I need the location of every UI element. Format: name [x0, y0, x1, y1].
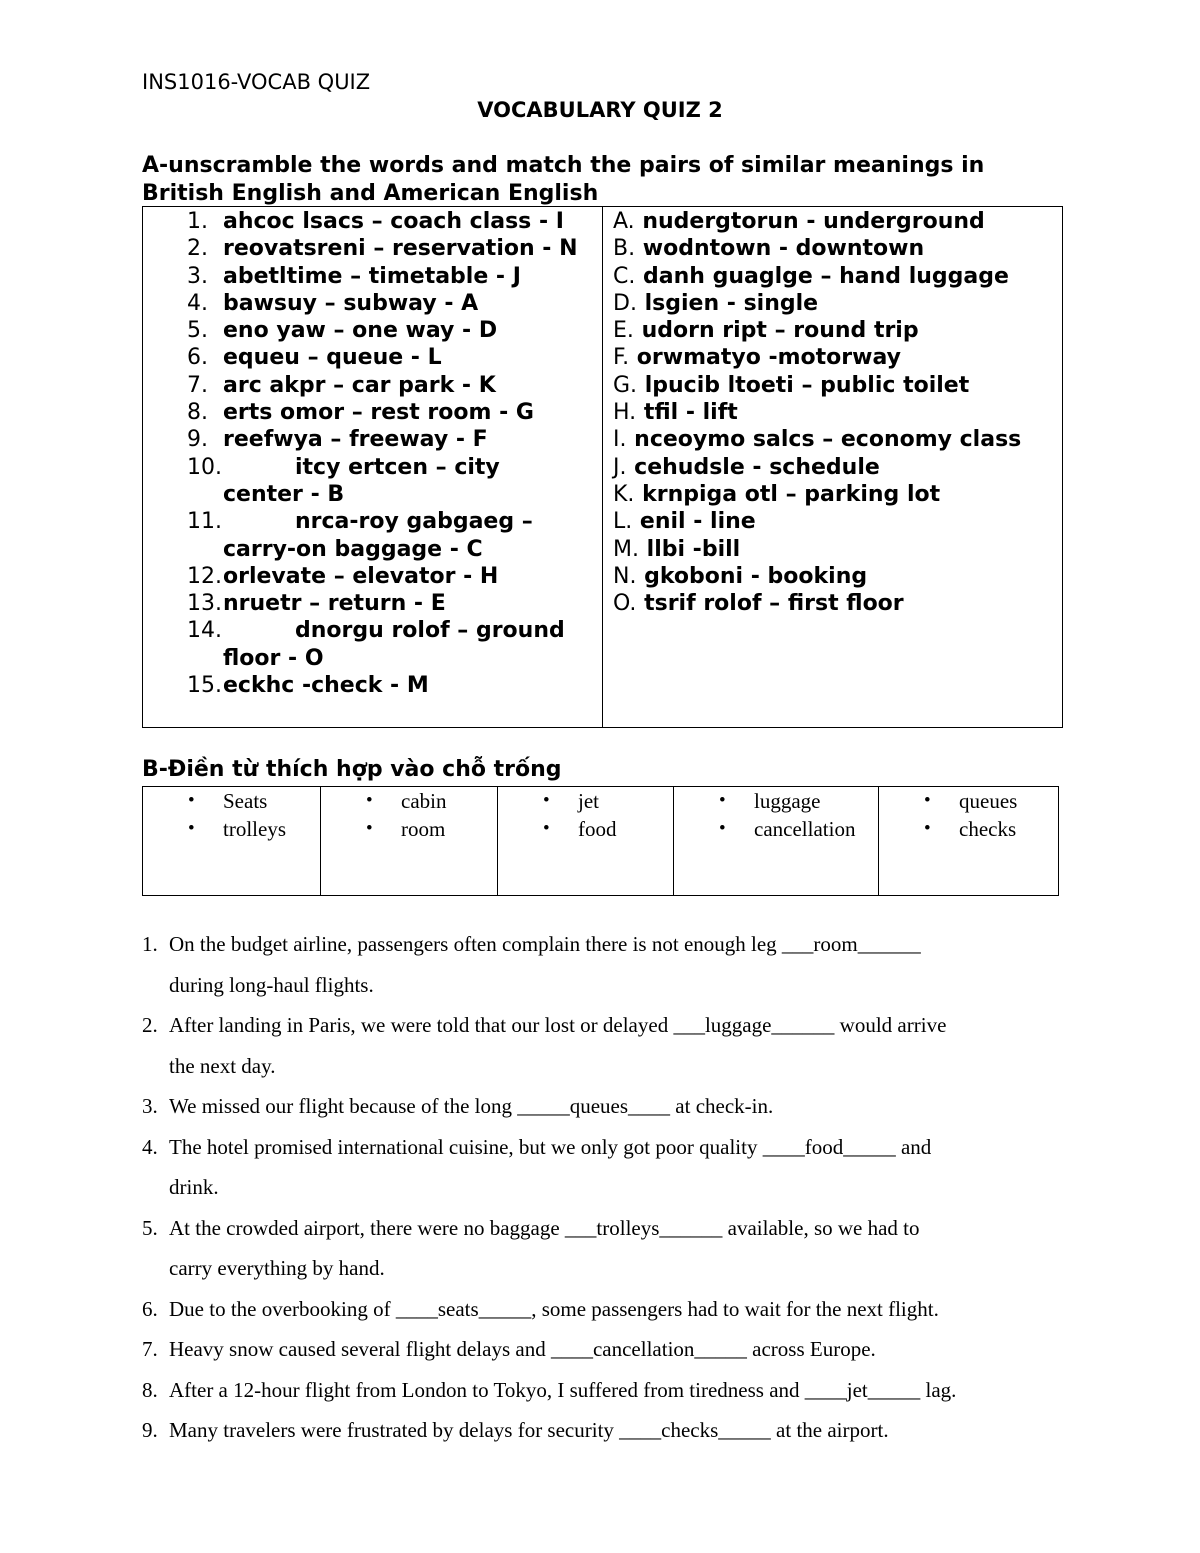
word-bank-cell: [321, 787, 498, 895]
item-text-line2: floor - O: [223, 645, 324, 671]
list-item: [143, 235, 601, 262]
question-line2: during long-haul flights.: [169, 972, 374, 997]
item-text: orlevate – elevator - H: [223, 563, 499, 589]
list-item: [143, 508, 601, 563]
bullet-icon: •: [188, 818, 195, 839]
item-text-line2: carry-on baggage - C: [223, 536, 483, 562]
list-item: [613, 481, 1058, 508]
question-item: [142, 1410, 1072, 1451]
item-letter: F.: [613, 345, 630, 371]
question-number: 8.: [142, 1377, 158, 1402]
bullet-icon: •: [924, 818, 931, 839]
question-item: [142, 1208, 1072, 1289]
item-text: wodntown - downtown: [642, 236, 925, 262]
british-words-column: [143, 208, 601, 699]
item-text-line2: center - B: [223, 481, 345, 507]
item-text: reovatsreni – reservation - N: [223, 236, 578, 262]
list-item: [613, 317, 1058, 344]
word-bank-cell: [674, 787, 879, 895]
word-text: luggage: [754, 789, 821, 813]
list-item: [613, 563, 1058, 590]
question-number: 6.: [142, 1296, 158, 1321]
bullet-icon: •: [543, 790, 550, 811]
item-number: 10.: [187, 454, 222, 480]
word-text: queues: [959, 789, 1018, 813]
word-bank-item: [674, 815, 878, 843]
item-text: nudergtorun - underground: [642, 209, 985, 234]
list-item: [143, 372, 601, 399]
list-item: [143, 399, 601, 426]
item-text: lpucib ltoeti – public toilet: [644, 372, 970, 398]
list-item: [613, 399, 1058, 426]
page-title: VOCABULARY QUIZ 2: [477, 98, 723, 122]
question-line1: Many travelers were frustrated by delays for security ____checks_____ at the airport.: [169, 1418, 889, 1442]
list-item: [613, 426, 1058, 453]
item-text: tfil - lift: [643, 400, 738, 426]
word-text: food: [578, 817, 617, 841]
item-number: 15.: [187, 673, 222, 699]
list-item: [143, 590, 601, 617]
item-text: cehudsle - schedule: [634, 454, 880, 480]
question-number: 7.: [142, 1337, 158, 1361]
question-number: 2.: [142, 1013, 158, 1037]
item-text: lsgien - single: [644, 290, 819, 316]
section-a-heading: A-unscramble the words and match the pairs of similar meanings in British English and American English: [142, 153, 985, 206]
item-text: nruetr – return - E: [223, 591, 446, 617]
item-letter: D.: [613, 290, 637, 316]
item-number: 1.: [187, 209, 208, 234]
item-text: erts omor – rest room - G: [223, 400, 534, 426]
section-b-heading: B-Điền từ thích hợp vào chỗ trống: [142, 757, 562, 782]
word-text: Seats: [223, 789, 268, 813]
question-number: 3.: [142, 1094, 158, 1118]
question-line1: We missed our flight because of the long _____queues____ at check-in.: [169, 1094, 774, 1118]
item-text: arc akpr – car park - K: [223, 372, 496, 398]
item-letter: C.: [613, 263, 636, 289]
bullet-icon: •: [719, 790, 726, 811]
question-item: [142, 1329, 1072, 1370]
question-line1: After a 12-hour flight from London to Tokyo, I suffered from tiredness and ____jet_____ lag.: [169, 1377, 957, 1402]
list-item: [613, 235, 1058, 262]
item-text-line1: dnorgu rolof – ground: [295, 618, 565, 644]
list-item: [613, 290, 1058, 317]
question-item: [142, 1005, 1072, 1086]
item-number: 8.: [187, 400, 208, 426]
bullet-icon: •: [366, 818, 373, 839]
item-number: 11.: [187, 509, 222, 535]
document-header: INS1016-VOCAB QUIZ: [142, 70, 371, 94]
item-number: 14.: [187, 618, 222, 644]
bullet-icon: •: [543, 818, 550, 839]
item-letter: B.: [613, 236, 636, 262]
word-bank-cell: [498, 787, 674, 895]
list-item: [143, 454, 601, 509]
list-item: [143, 426, 601, 453]
list-item: [613, 208, 1058, 235]
word-text: jet: [578, 789, 599, 813]
item-number: 4.: [187, 290, 208, 316]
question-item: [142, 1086, 1072, 1127]
bullet-icon: •: [366, 790, 373, 811]
bullet-icon: •: [924, 790, 931, 811]
word-bank-item: [143, 815, 320, 843]
item-text: equeu – queue - L: [223, 345, 442, 371]
question-line1: On the budget airline, passengers often complain there is not enough leg ___room______: [169, 932, 921, 956]
item-text: tsrif rolof – first floor: [644, 591, 904, 617]
word-bank-cell: [879, 787, 1057, 895]
word-text: trolleys: [223, 817, 286, 841]
item-text-line1: nrca-roy gabgaeg –: [295, 509, 533, 535]
word-bank-cell: [143, 787, 321, 895]
american-words-column: [613, 208, 1058, 617]
item-number: 2.: [187, 236, 208, 262]
bullet-icon: •: [719, 818, 726, 839]
item-letter: N.: [613, 563, 637, 589]
item-text: udorn ript – round trip: [641, 318, 919, 344]
question-item: [142, 1127, 1072, 1208]
list-item: [143, 263, 601, 290]
question-line2: carry everything by hand.: [169, 1256, 385, 1280]
item-letter: O.: [613, 591, 637, 617]
word-bank-item: [143, 787, 320, 815]
item-text: krnpiga otl – parking lot: [642, 481, 941, 507]
item-text: reefwya – freeway - F: [223, 427, 488, 453]
matching-table: [142, 206, 1063, 728]
table-divider: [602, 207, 603, 727]
item-text: ahcoc lsacs – coach class - I: [223, 209, 564, 234]
item-letter: G.: [613, 372, 638, 398]
question-line1: The hotel promised international cuisine, but we only got poor quality ____food_____ and: [169, 1134, 932, 1159]
list-item: [613, 508, 1058, 535]
item-letter: M.: [613, 536, 639, 562]
item-text: nceoymo salcs – economy class: [634, 427, 1022, 453]
word-bank-item: [321, 815, 497, 843]
question-item: [142, 924, 1072, 1005]
word-bank-item: [498, 787, 673, 815]
list-item: [143, 563, 601, 590]
item-text: orwmatyo -motorway: [636, 345, 901, 371]
item-number: 5.: [187, 318, 208, 344]
item-letter: J.: [613, 454, 627, 480]
list-item: [613, 263, 1058, 290]
item-text: bawsuy – subway - A: [223, 290, 479, 316]
word-bank-table: [142, 786, 1059, 896]
list-item: [143, 344, 601, 371]
question-item: [142, 1370, 1072, 1411]
item-number: 7.: [187, 372, 208, 398]
list-item: [143, 208, 601, 235]
question-line1: Heavy snow caused several flight delays and ____cancellation_____ across Europe.: [169, 1337, 876, 1361]
bullet-icon: •: [188, 790, 195, 811]
question-item: [142, 1289, 1072, 1330]
word-text: cabin: [401, 789, 447, 813]
question-line2: drink.: [169, 1175, 219, 1199]
item-number: 12.: [187, 563, 222, 589]
item-text: gkoboni - booking: [644, 563, 868, 589]
item-letter: L.: [613, 509, 633, 535]
item-number: 9.: [187, 427, 208, 453]
question-line2: the next day.: [169, 1053, 276, 1078]
question-line1: After landing in Paris, we were told that our lost or delayed ___luggage______ would arrive: [169, 1013, 947, 1037]
word-text: cancellation: [754, 817, 856, 841]
list-item: [143, 617, 601, 672]
word-text: checks: [959, 817, 1017, 841]
question-number: 4.: [142, 1134, 158, 1159]
item-letter: I.: [613, 427, 627, 453]
question-line1: Due to the overbooking of ____seats_____, some passengers had to wait for the next flight.: [169, 1296, 939, 1321]
item-number: 13.: [187, 591, 222, 617]
item-text: enil - line: [639, 509, 756, 535]
question-number: 5.: [142, 1215, 158, 1240]
question-number: 1.: [142, 932, 158, 956]
item-number: 6.: [187, 345, 208, 371]
list-item: [613, 536, 1058, 563]
question-number: 9.: [142, 1418, 158, 1442]
item-letter: E.: [613, 318, 634, 344]
list-item: [613, 590, 1058, 617]
word-bank-item: [321, 787, 497, 815]
word-bank-item: [498, 815, 673, 843]
item-letter: K.: [613, 481, 635, 507]
item-text: abetltime – timetable - J: [223, 263, 521, 289]
question-line1: At the crowded airport, there were no baggage ___trolleys______ available, so we had to: [169, 1215, 920, 1240]
item-text: llbi -bill: [646, 536, 741, 562]
item-text-line1: itcy ertcen – city: [295, 454, 500, 480]
item-text: eckhc -check - M: [223, 673, 429, 699]
item-letter: A.: [613, 209, 635, 234]
fill-in-questions: [142, 924, 1072, 1451]
item-number: 3.: [187, 263, 208, 289]
list-item: [613, 454, 1058, 481]
list-item: [613, 344, 1058, 371]
item-text: danh guaglge – hand luggage: [643, 263, 1009, 289]
word-bank-item: [879, 787, 1057, 815]
list-item: [143, 290, 601, 317]
list-item: [143, 317, 601, 344]
word-bank-item: [879, 815, 1057, 843]
word-bank-item: [674, 787, 878, 815]
list-item: [143, 672, 601, 699]
item-text: eno yaw – one way - D: [223, 318, 498, 344]
word-text: room: [401, 817, 446, 841]
item-letter: H.: [613, 400, 637, 426]
list-item: [613, 372, 1058, 399]
